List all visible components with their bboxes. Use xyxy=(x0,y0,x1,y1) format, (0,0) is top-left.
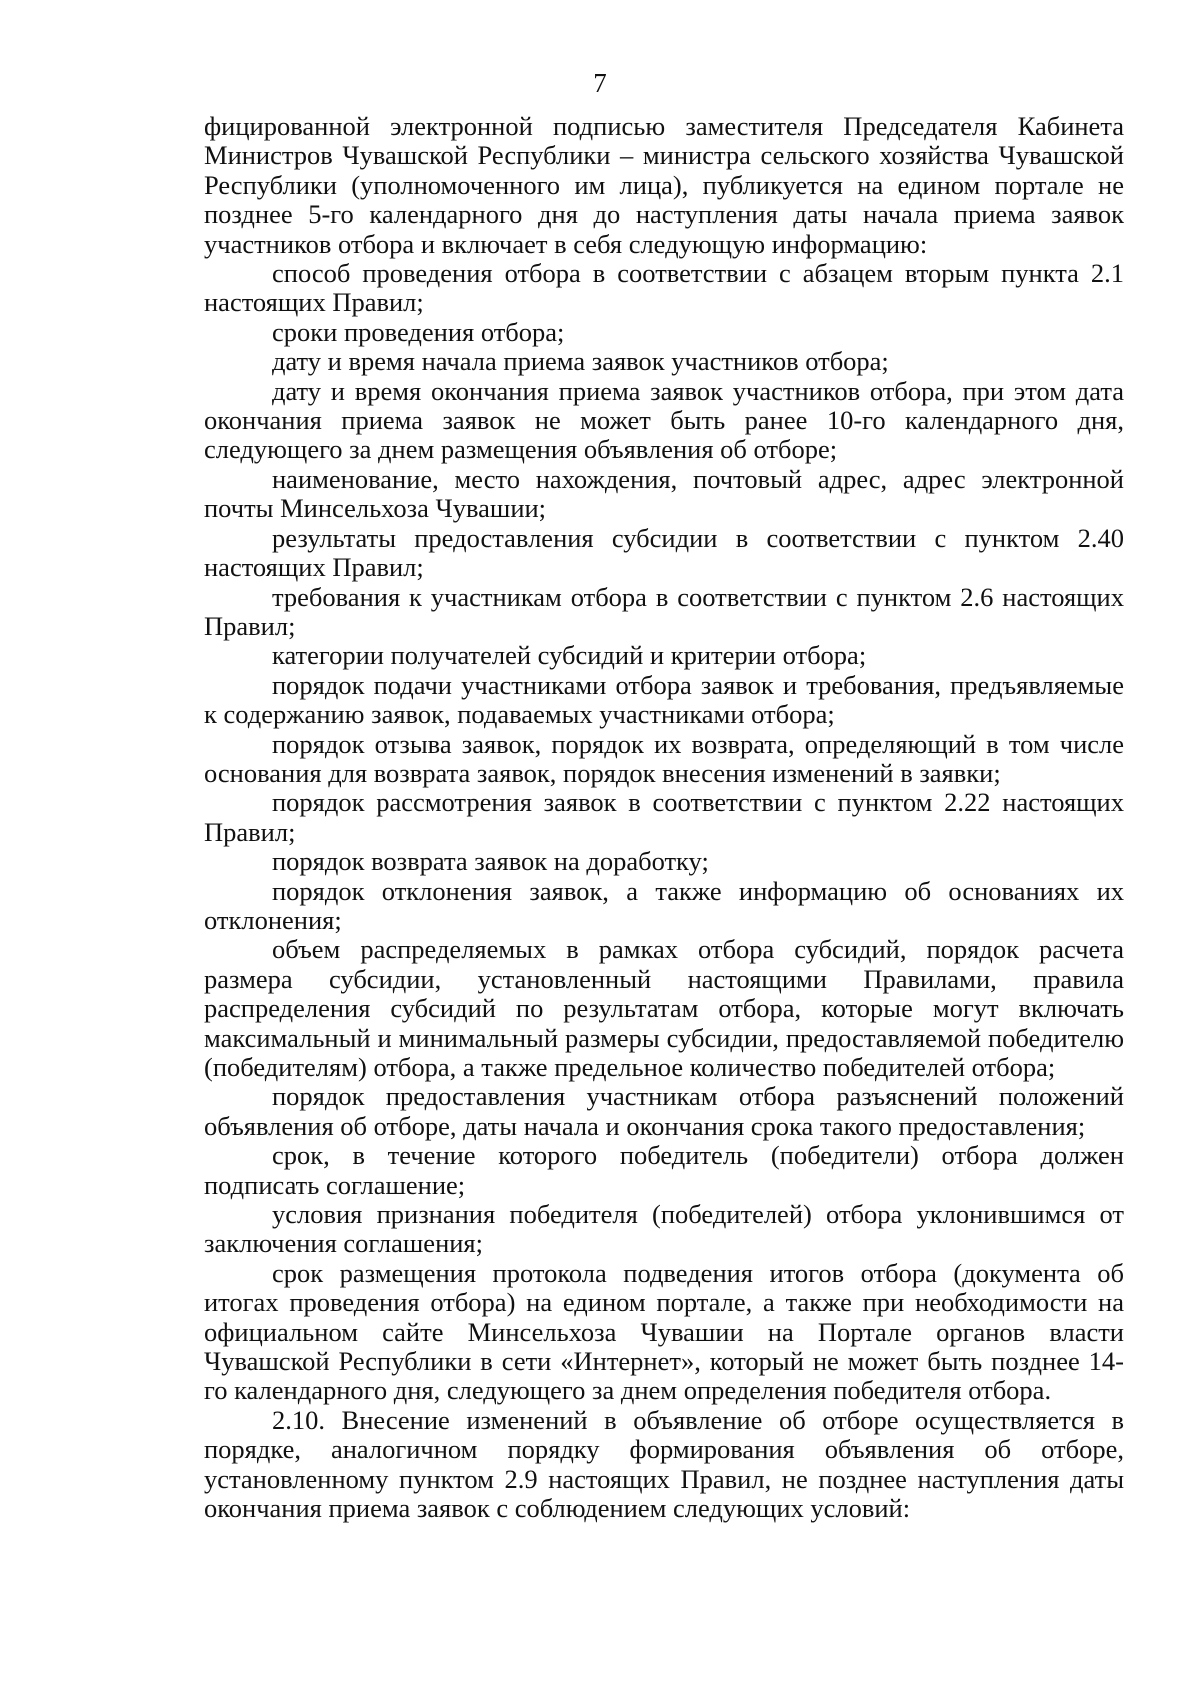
paragraph: требования к участникам отбора в соответствии с пунктом 2.6 настоящих Правил; xyxy=(204,581,1124,641)
paragraph: порядок рассмотрения заявок в соответствии с пунктом 2.22 настоящих Правил; xyxy=(204,787,1124,847)
paragraph: дату и время начала приема заявок участников отбора; xyxy=(272,346,889,377)
paragraph: фицированной электронной подписью заместителя Председателя Кабинета Министров Чувашской Республики – министра сельского хозяйства Чувашской Республики (уполномоченного им лица), публикуется на едином портале не позднее 5-го календарного дня до наступления даты начала приема заявок участников отбора и включает в себя следующую информацию: xyxy=(204,111,1124,259)
paragraph: объем распределяемых в рамках отбора субсидий, порядок расчета размера субсидии, установленный настоящими Правилами, правила распределения субсидий по результатам отбора, которые могут включать максимальный и минимальный размеры субсидии, предоставляемой победителю (победителям) отбора, а также предельное количество победителей отбора; xyxy=(204,934,1124,1082)
paragraph: порядок предоставления участникам отбора разъяснений положений объявления об отборе, даты начала и окончания срока такого предоставления; xyxy=(204,1081,1124,1141)
paragraph: порядок отклонения заявок, а также информацию об основаниях их отклонения; xyxy=(204,875,1124,935)
paragraph: способ проведения отбора в соответствии с абзацем вторым пункта 2.1 настоящих Правил; xyxy=(204,258,1124,318)
paragraph: порядок отзыва заявок, порядок их возврата, определяющий в том числе основания для возврата заявок, порядок внесения изменений в заявки; xyxy=(204,728,1124,788)
document-body xyxy=(204,112,1124,1524)
paragraph: сроки проведения отбора; xyxy=(272,316,565,347)
paragraph: результаты предоставления субсидии в соответствии с пунктом 2.40 настоящих Правил; xyxy=(204,522,1124,583)
paragraph: дату и время окончания приема заявок участников отбора, при этом дата окончания приема заявок не может быть ранее 10-го календарного дня, следующего за днем размещения объявления об отборе; xyxy=(204,375,1124,465)
page-number: 7 xyxy=(593,68,607,98)
paragraph: порядок возврата заявок на доработку; xyxy=(272,846,709,877)
paragraph: порядок подачи участниками отбора заявок и требования, предъявляемые к содержанию заявок, подаваемых участниками отбора; xyxy=(204,669,1124,730)
paragraph: 2.10. Внесение изменений в объявление об отборе осуществляется в порядке, аналогичном порядку формирования объявления об отборе, установленному пунктом 2.9 настоящих Правил, не позднее наступления даты окончания приема заявок с соблюдением следующих условий: xyxy=(204,1404,1124,1524)
paragraph: категории получателей субсидий и критерии отбора; xyxy=(272,640,867,671)
paragraph: срок, в течение которого победитель (победители) отбора должен подписать соглашение; xyxy=(204,1140,1124,1200)
paragraph: срок размещения протокола подведения итогов отбора (документа об итогах проведения отбора) на едином портале, а также при необходимости на официальном сайте Минсельхоза Чувашии на Портале органов власти Чувашской Республики в сети «Интернет», который не может быть позднее 14-го календарного дня, следующего за днем определения победителя отбора. xyxy=(204,1257,1124,1406)
paragraph: наименование, место нахождения, почтовый адрес, адрес электронной почты Минсельхоза Чувашии; xyxy=(204,463,1124,524)
paragraph: условия признания победителя (победителей) отбора уклонившимся от заключения соглашения; xyxy=(204,1199,1124,1259)
